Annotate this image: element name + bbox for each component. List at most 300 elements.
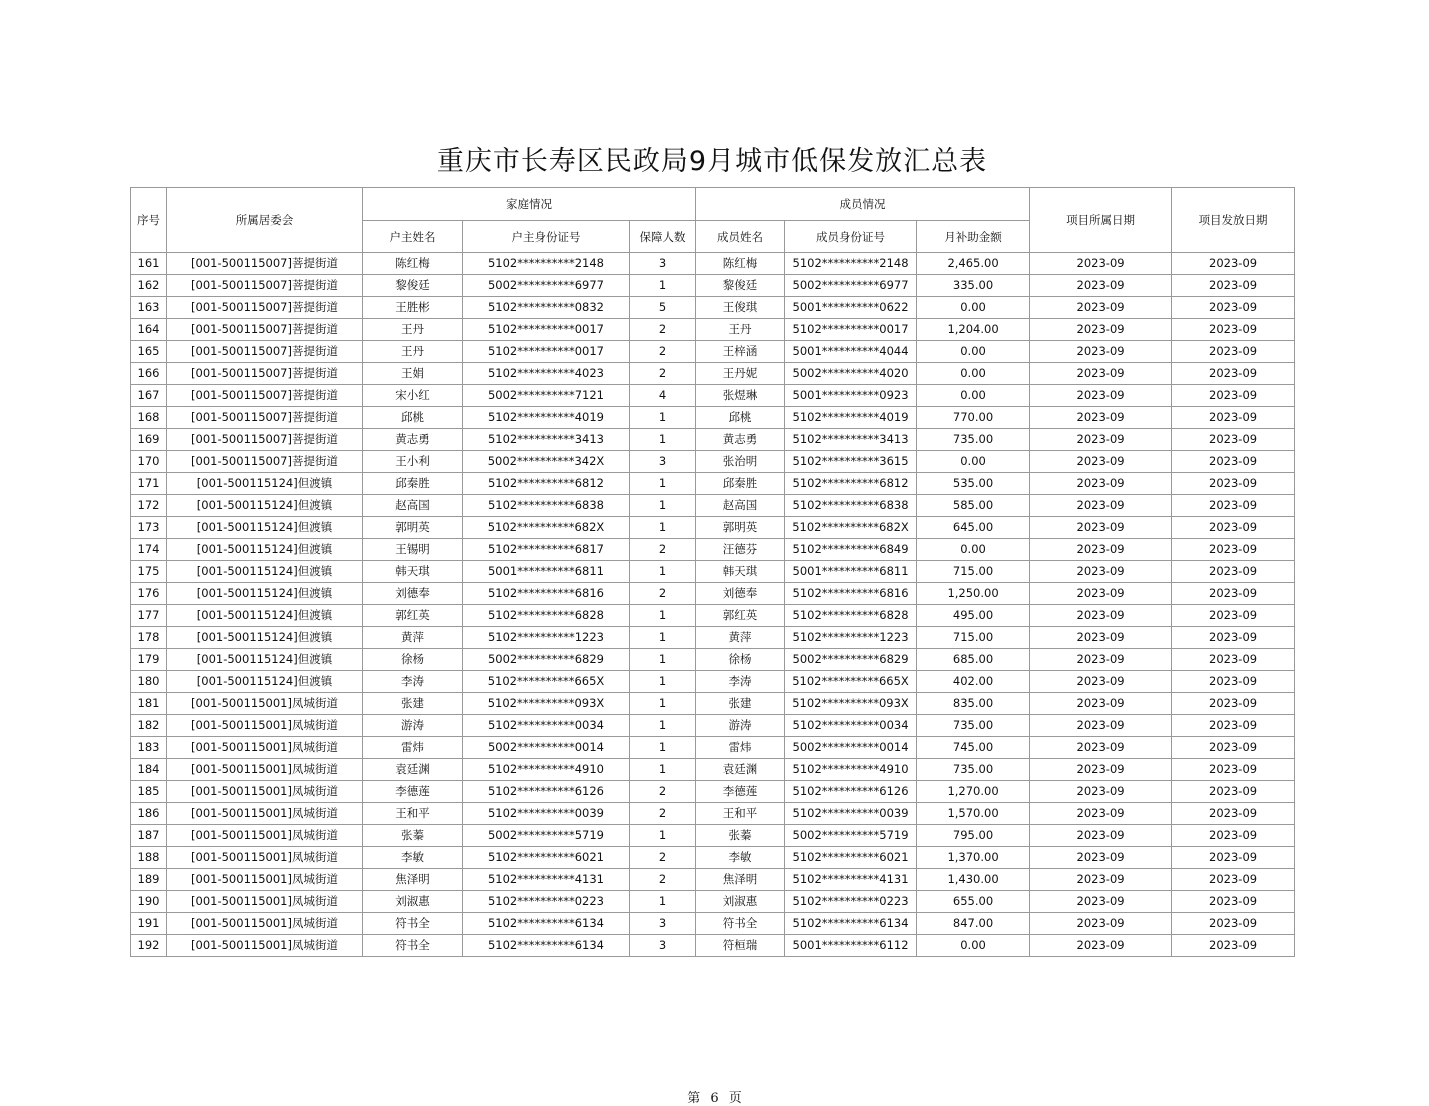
cell-project-date: 2023-09 bbox=[1030, 385, 1172, 407]
table-row bbox=[131, 319, 1295, 341]
cell-project-date: 2023-09 bbox=[1030, 715, 1172, 737]
cell-subsidy: 0.00 bbox=[917, 539, 1030, 561]
cell-committee: [001-500115001]凤城街道 bbox=[167, 913, 363, 935]
cell-member-id: 5102**********6134 bbox=[785, 913, 917, 935]
page-number: 6 bbox=[710, 1091, 719, 1106]
cell-member-name: 赵高国 bbox=[696, 495, 785, 517]
cell-committee: [001-500115001]凤城街道 bbox=[167, 715, 363, 737]
cell-project-date: 2023-09 bbox=[1030, 627, 1172, 649]
cell-head-id: 5102**********6126 bbox=[463, 781, 630, 803]
cell-member-id: 5102**********6838 bbox=[785, 495, 917, 517]
cell-member-name: 邱秦胜 bbox=[696, 473, 785, 495]
cell-issue-date: 2023-09 bbox=[1172, 253, 1295, 275]
cell-head-name: 王丹 bbox=[363, 319, 463, 341]
cell-head-id: 5102**********6816 bbox=[463, 583, 630, 605]
cell-head-name: 郭红英 bbox=[363, 605, 463, 627]
cell-issue-date: 2023-09 bbox=[1172, 539, 1295, 561]
cell-head-name: 符书全 bbox=[363, 935, 463, 957]
cell-seq: 183 bbox=[131, 737, 167, 759]
cell-head-name: 黄萍 bbox=[363, 627, 463, 649]
cell-covered: 1 bbox=[630, 473, 696, 495]
cell-seq: 179 bbox=[131, 649, 167, 671]
header-member-id: 成员身份证号 bbox=[785, 221, 917, 253]
cell-covered: 3 bbox=[630, 451, 696, 473]
cell-issue-date: 2023-09 bbox=[1172, 781, 1295, 803]
table-row bbox=[131, 693, 1295, 715]
cell-subsidy: 0.00 bbox=[917, 451, 1030, 473]
cell-covered: 1 bbox=[630, 649, 696, 671]
cell-member-name: 张蓁 bbox=[696, 825, 785, 847]
cell-member-id: 5102**********4019 bbox=[785, 407, 917, 429]
header-project-date: 项目所属日期 bbox=[1030, 188, 1172, 253]
cell-head-name: 王娟 bbox=[363, 363, 463, 385]
cell-committee: [001-500115124]但渡镇 bbox=[167, 649, 363, 671]
cell-project-date: 2023-09 bbox=[1030, 407, 1172, 429]
cell-project-date: 2023-09 bbox=[1030, 825, 1172, 847]
header-issue-date: 项目发放日期 bbox=[1172, 188, 1295, 253]
cell-member-id: 5102**********0223 bbox=[785, 891, 917, 913]
cell-issue-date: 2023-09 bbox=[1172, 605, 1295, 627]
cell-project-date: 2023-09 bbox=[1030, 759, 1172, 781]
cell-member-id: 5102**********0017 bbox=[785, 319, 917, 341]
cell-seq: 181 bbox=[131, 693, 167, 715]
cell-member-id: 5002**********6829 bbox=[785, 649, 917, 671]
cell-head-id: 5001**********6811 bbox=[463, 561, 630, 583]
cell-head-id: 5102**********0039 bbox=[463, 803, 630, 825]
table-row bbox=[131, 495, 1295, 517]
cell-seq: 171 bbox=[131, 473, 167, 495]
cell-head-name: 王锡明 bbox=[363, 539, 463, 561]
cell-issue-date: 2023-09 bbox=[1172, 407, 1295, 429]
cell-subsidy: 1,570.00 bbox=[917, 803, 1030, 825]
cell-covered: 1 bbox=[630, 715, 696, 737]
cell-head-name: 邱秦胜 bbox=[363, 473, 463, 495]
cell-project-date: 2023-09 bbox=[1030, 451, 1172, 473]
cell-issue-date: 2023-09 bbox=[1172, 935, 1295, 957]
cell-head-name: 黎俊廷 bbox=[363, 275, 463, 297]
subsidy-table bbox=[130, 187, 1295, 957]
table-row bbox=[131, 473, 1295, 495]
cell-issue-date: 2023-09 bbox=[1172, 671, 1295, 693]
cell-issue-date: 2023-09 bbox=[1172, 473, 1295, 495]
cell-head-name: 王小利 bbox=[363, 451, 463, 473]
table-row bbox=[131, 935, 1295, 957]
cell-issue-date: 2023-09 bbox=[1172, 737, 1295, 759]
cell-committee: [001-500115007]菩提街道 bbox=[167, 429, 363, 451]
cell-project-date: 2023-09 bbox=[1030, 847, 1172, 869]
cell-covered: 1 bbox=[630, 561, 696, 583]
cell-member-name: 雷炜 bbox=[696, 737, 785, 759]
cell-member-id: 5102**********4910 bbox=[785, 759, 917, 781]
cell-subsidy: 655.00 bbox=[917, 891, 1030, 913]
cell-project-date: 2023-09 bbox=[1030, 737, 1172, 759]
cell-issue-date: 2023-09 bbox=[1172, 759, 1295, 781]
cell-seq: 163 bbox=[131, 297, 167, 319]
cell-project-date: 2023-09 bbox=[1030, 539, 1172, 561]
cell-member-id: 5002**********6977 bbox=[785, 275, 917, 297]
cell-subsidy: 2,465.00 bbox=[917, 253, 1030, 275]
cell-head-name: 邱桃 bbox=[363, 407, 463, 429]
cell-member-id: 5001**********4044 bbox=[785, 341, 917, 363]
cell-head-name: 李德莲 bbox=[363, 781, 463, 803]
cell-committee: [001-500115124]但渡镇 bbox=[167, 473, 363, 495]
cell-issue-date: 2023-09 bbox=[1172, 891, 1295, 913]
cell-subsidy: 1,270.00 bbox=[917, 781, 1030, 803]
cell-issue-date: 2023-09 bbox=[1172, 649, 1295, 671]
cell-project-date: 2023-09 bbox=[1030, 803, 1172, 825]
cell-subsidy: 1,250.00 bbox=[917, 583, 1030, 605]
cell-subsidy: 847.00 bbox=[917, 913, 1030, 935]
cell-member-name: 陈红梅 bbox=[696, 253, 785, 275]
cell-member-name: 张建 bbox=[696, 693, 785, 715]
cell-head-name: 徐杨 bbox=[363, 649, 463, 671]
table-row bbox=[131, 451, 1295, 473]
cell-subsidy: 0.00 bbox=[917, 297, 1030, 319]
cell-member-id: 5102**********6021 bbox=[785, 847, 917, 869]
cell-committee: [001-500115001]凤城街道 bbox=[167, 869, 363, 891]
cell-issue-date: 2023-09 bbox=[1172, 275, 1295, 297]
cell-subsidy: 0.00 bbox=[917, 363, 1030, 385]
table-row bbox=[131, 913, 1295, 935]
cell-member-id: 5102**********6126 bbox=[785, 781, 917, 803]
table-row bbox=[131, 297, 1295, 319]
cell-issue-date: 2023-09 bbox=[1172, 825, 1295, 847]
cell-seq: 184 bbox=[131, 759, 167, 781]
table-row bbox=[131, 737, 1295, 759]
cell-issue-date: 2023-09 bbox=[1172, 869, 1295, 891]
cell-member-name: 焦泽明 bbox=[696, 869, 785, 891]
cell-committee: [001-500115007]菩提街道 bbox=[167, 385, 363, 407]
cell-committee: [001-500115007]菩提街道 bbox=[167, 341, 363, 363]
cell-covered: 1 bbox=[630, 627, 696, 649]
cell-issue-date: 2023-09 bbox=[1172, 715, 1295, 737]
cell-project-date: 2023-09 bbox=[1030, 891, 1172, 913]
table-row bbox=[131, 539, 1295, 561]
cell-committee: [001-500115124]但渡镇 bbox=[167, 583, 363, 605]
cell-head-id: 5102**********6021 bbox=[463, 847, 630, 869]
footer-suffix: 页 bbox=[728, 1091, 742, 1106]
header-committee: 所属居委会 bbox=[167, 188, 363, 253]
cell-head-id: 5102**********6838 bbox=[463, 495, 630, 517]
cell-head-name: 王丹 bbox=[363, 341, 463, 363]
cell-subsidy: 745.00 bbox=[917, 737, 1030, 759]
cell-member-id: 5002**********5719 bbox=[785, 825, 917, 847]
table-row bbox=[131, 781, 1295, 803]
cell-covered: 1 bbox=[630, 407, 696, 429]
cell-covered: 1 bbox=[630, 737, 696, 759]
cell-head-name: 袁廷渊 bbox=[363, 759, 463, 781]
cell-issue-date: 2023-09 bbox=[1172, 297, 1295, 319]
cell-issue-date: 2023-09 bbox=[1172, 517, 1295, 539]
cell-member-name: 张治明 bbox=[696, 451, 785, 473]
cell-seq: 169 bbox=[131, 429, 167, 451]
cell-member-name: 郭红英 bbox=[696, 605, 785, 627]
cell-seq: 178 bbox=[131, 627, 167, 649]
cell-covered: 1 bbox=[630, 605, 696, 627]
table-row bbox=[131, 847, 1295, 869]
cell-seq: 182 bbox=[131, 715, 167, 737]
footer-prefix: 第 bbox=[687, 1091, 701, 1106]
cell-member-name: 汪德芬 bbox=[696, 539, 785, 561]
cell-member-name: 张煜琳 bbox=[696, 385, 785, 407]
cell-member-name: 邱桃 bbox=[696, 407, 785, 429]
cell-project-date: 2023-09 bbox=[1030, 561, 1172, 583]
cell-head-id: 5102**********4019 bbox=[463, 407, 630, 429]
cell-committee: [001-500115001]凤城街道 bbox=[167, 825, 363, 847]
cell-seq: 192 bbox=[131, 935, 167, 957]
cell-subsidy: 735.00 bbox=[917, 759, 1030, 781]
cell-issue-date: 2023-09 bbox=[1172, 451, 1295, 473]
cell-covered: 1 bbox=[630, 517, 696, 539]
cell-project-date: 2023-09 bbox=[1030, 341, 1172, 363]
table-row bbox=[131, 671, 1295, 693]
cell-member-name: 黎俊廷 bbox=[696, 275, 785, 297]
cell-seq: 191 bbox=[131, 913, 167, 935]
cell-member-id: 5001**********0622 bbox=[785, 297, 917, 319]
cell-member-name: 刘德奉 bbox=[696, 583, 785, 605]
cell-head-id: 5102**********665X bbox=[463, 671, 630, 693]
table-row bbox=[131, 605, 1295, 627]
cell-head-name: 焦泽明 bbox=[363, 869, 463, 891]
cell-head-name: 张建 bbox=[363, 693, 463, 715]
cell-seq: 185 bbox=[131, 781, 167, 803]
cell-member-name: 游涛 bbox=[696, 715, 785, 737]
cell-covered: 3 bbox=[630, 935, 696, 957]
cell-subsidy: 1,204.00 bbox=[917, 319, 1030, 341]
cell-covered: 1 bbox=[630, 693, 696, 715]
cell-seq: 172 bbox=[131, 495, 167, 517]
header-head-name: 户主姓名 bbox=[363, 221, 463, 253]
table-row bbox=[131, 517, 1295, 539]
cell-head-name: 王和平 bbox=[363, 803, 463, 825]
cell-head-name: 黄志勇 bbox=[363, 429, 463, 451]
cell-subsidy: 735.00 bbox=[917, 715, 1030, 737]
cell-project-date: 2023-09 bbox=[1030, 869, 1172, 891]
cell-committee: [001-500115124]但渡镇 bbox=[167, 627, 363, 649]
cell-member-name: 郭明英 bbox=[696, 517, 785, 539]
cell-member-name: 韩天琪 bbox=[696, 561, 785, 583]
cell-seq: 187 bbox=[131, 825, 167, 847]
cell-subsidy: 735.00 bbox=[917, 429, 1030, 451]
cell-member-name: 李敏 bbox=[696, 847, 785, 869]
header-family-group: 家庭情况 bbox=[363, 188, 696, 221]
table-row bbox=[131, 385, 1295, 407]
cell-member-id: 5102**********3413 bbox=[785, 429, 917, 451]
cell-head-id: 5102**********6134 bbox=[463, 913, 630, 935]
header-seq: 序号 bbox=[131, 188, 167, 253]
cell-member-name: 徐杨 bbox=[696, 649, 785, 671]
cell-member-id: 5102**********682X bbox=[785, 517, 917, 539]
cell-issue-date: 2023-09 bbox=[1172, 561, 1295, 583]
cell-member-id: 5102**********6849 bbox=[785, 539, 917, 561]
cell-seq: 177 bbox=[131, 605, 167, 627]
cell-head-id: 5102**********0832 bbox=[463, 297, 630, 319]
cell-issue-date: 2023-09 bbox=[1172, 913, 1295, 935]
cell-seq: 176 bbox=[131, 583, 167, 605]
cell-covered: 5 bbox=[630, 297, 696, 319]
cell-head-id: 5102**********682X bbox=[463, 517, 630, 539]
cell-seq: 168 bbox=[131, 407, 167, 429]
cell-seq: 180 bbox=[131, 671, 167, 693]
cell-head-name: 郭明英 bbox=[363, 517, 463, 539]
cell-committee: [001-500115124]但渡镇 bbox=[167, 539, 363, 561]
cell-committee: [001-500115124]但渡镇 bbox=[167, 671, 363, 693]
cell-subsidy: 585.00 bbox=[917, 495, 1030, 517]
cell-subsidy: 645.00 bbox=[917, 517, 1030, 539]
cell-committee: [001-500115124]但渡镇 bbox=[167, 517, 363, 539]
cell-issue-date: 2023-09 bbox=[1172, 429, 1295, 451]
cell-committee: [001-500115124]但渡镇 bbox=[167, 561, 363, 583]
cell-seq: 170 bbox=[131, 451, 167, 473]
cell-project-date: 2023-09 bbox=[1030, 935, 1172, 957]
cell-head-id: 5102**********6817 bbox=[463, 539, 630, 561]
cell-committee: [001-500115001]凤城街道 bbox=[167, 693, 363, 715]
cell-member-name: 王丹 bbox=[696, 319, 785, 341]
cell-head-name: 陈红梅 bbox=[363, 253, 463, 275]
cell-head-name: 韩天琪 bbox=[363, 561, 463, 583]
cell-issue-date: 2023-09 bbox=[1172, 385, 1295, 407]
cell-subsidy: 535.00 bbox=[917, 473, 1030, 495]
cell-covered: 1 bbox=[630, 825, 696, 847]
cell-committee: [001-500115007]菩提街道 bbox=[167, 407, 363, 429]
cell-head-name: 雷炜 bbox=[363, 737, 463, 759]
cell-head-name: 王胜彬 bbox=[363, 297, 463, 319]
cell-head-id: 5002**********0014 bbox=[463, 737, 630, 759]
cell-covered: 2 bbox=[630, 583, 696, 605]
cell-seq: 164 bbox=[131, 319, 167, 341]
cell-subsidy: 0.00 bbox=[917, 341, 1030, 363]
cell-seq: 190 bbox=[131, 891, 167, 913]
cell-committee: [001-500115001]凤城街道 bbox=[167, 737, 363, 759]
cell-subsidy: 0.00 bbox=[917, 385, 1030, 407]
cell-subsidy: 685.00 bbox=[917, 649, 1030, 671]
header-subsidy: 月补助金额 bbox=[917, 221, 1030, 253]
cell-committee: [001-500115124]但渡镇 bbox=[167, 605, 363, 627]
cell-project-date: 2023-09 bbox=[1030, 693, 1172, 715]
cell-issue-date: 2023-09 bbox=[1172, 627, 1295, 649]
cell-committee: [001-500115001]凤城街道 bbox=[167, 781, 363, 803]
cell-member-id: 5102**********093X bbox=[785, 693, 917, 715]
cell-member-name: 李涛 bbox=[696, 671, 785, 693]
table-row bbox=[131, 363, 1295, 385]
cell-project-date: 2023-09 bbox=[1030, 495, 1172, 517]
cell-head-name: 符书全 bbox=[363, 913, 463, 935]
cell-head-id: 5102**********4131 bbox=[463, 869, 630, 891]
cell-covered: 4 bbox=[630, 385, 696, 407]
cell-subsidy: 495.00 bbox=[917, 605, 1030, 627]
cell-subsidy: 335.00 bbox=[917, 275, 1030, 297]
header-member-name: 成员姓名 bbox=[696, 221, 785, 253]
cell-committee: [001-500115001]凤城街道 bbox=[167, 759, 363, 781]
cell-head-id: 5002**********5719 bbox=[463, 825, 630, 847]
cell-member-id: 5001**********0923 bbox=[785, 385, 917, 407]
table-row bbox=[131, 803, 1295, 825]
cell-member-id: 5102**********0039 bbox=[785, 803, 917, 825]
cell-covered: 1 bbox=[630, 495, 696, 517]
cell-seq: 166 bbox=[131, 363, 167, 385]
cell-issue-date: 2023-09 bbox=[1172, 803, 1295, 825]
cell-member-name: 王俊琪 bbox=[696, 297, 785, 319]
table-row bbox=[131, 627, 1295, 649]
cell-project-date: 2023-09 bbox=[1030, 649, 1172, 671]
cell-covered: 2 bbox=[630, 869, 696, 891]
cell-head-id: 5102**********1223 bbox=[463, 627, 630, 649]
cell-member-name: 黄志勇 bbox=[696, 429, 785, 451]
cell-covered: 2 bbox=[630, 319, 696, 341]
cell-project-date: 2023-09 bbox=[1030, 275, 1172, 297]
cell-member-id: 5001**********6112 bbox=[785, 935, 917, 957]
cell-covered: 1 bbox=[630, 671, 696, 693]
cell-seq: 175 bbox=[131, 561, 167, 583]
cell-committee: [001-500115007]菩提街道 bbox=[167, 297, 363, 319]
cell-covered: 2 bbox=[630, 363, 696, 385]
cell-issue-date: 2023-09 bbox=[1172, 693, 1295, 715]
cell-project-date: 2023-09 bbox=[1030, 913, 1172, 935]
cell-head-id: 5002**********6977 bbox=[463, 275, 630, 297]
cell-seq: 173 bbox=[131, 517, 167, 539]
cell-head-id: 5102**********4910 bbox=[463, 759, 630, 781]
cell-project-date: 2023-09 bbox=[1030, 319, 1172, 341]
cell-member-id: 5102**********1223 bbox=[785, 627, 917, 649]
cell-committee: [001-500115124]但渡镇 bbox=[167, 495, 363, 517]
cell-issue-date: 2023-09 bbox=[1172, 495, 1295, 517]
cell-covered: 2 bbox=[630, 781, 696, 803]
table-body bbox=[131, 253, 1295, 957]
cell-head-id: 5002**********342X bbox=[463, 451, 630, 473]
cell-covered: 2 bbox=[630, 803, 696, 825]
cell-head-id: 5102**********093X bbox=[463, 693, 630, 715]
cell-head-id: 5102**********6812 bbox=[463, 473, 630, 495]
table-row bbox=[131, 275, 1295, 297]
cell-member-id: 5102**********6828 bbox=[785, 605, 917, 627]
cell-committee: [001-500115001]凤城街道 bbox=[167, 935, 363, 957]
cell-seq: 161 bbox=[131, 253, 167, 275]
cell-seq: 167 bbox=[131, 385, 167, 407]
table-row bbox=[131, 759, 1295, 781]
table-row bbox=[131, 429, 1295, 451]
cell-project-date: 2023-09 bbox=[1030, 605, 1172, 627]
cell-issue-date: 2023-09 bbox=[1172, 847, 1295, 869]
cell-project-date: 2023-09 bbox=[1030, 583, 1172, 605]
cell-head-id: 5102**********2148 bbox=[463, 253, 630, 275]
cell-member-id: 5102**********6812 bbox=[785, 473, 917, 495]
cell-subsidy: 402.00 bbox=[917, 671, 1030, 693]
cell-head-name: 赵高国 bbox=[363, 495, 463, 517]
table-row bbox=[131, 649, 1295, 671]
table-row bbox=[131, 341, 1295, 363]
table-row bbox=[131, 561, 1295, 583]
page-title: 重庆市长寿区民政局9月城市低保发放汇总表 bbox=[436, 146, 988, 177]
cell-head-name: 刘淑惠 bbox=[363, 891, 463, 913]
cell-subsidy: 1,430.00 bbox=[917, 869, 1030, 891]
cell-project-date: 2023-09 bbox=[1030, 429, 1172, 451]
cell-project-date: 2023-09 bbox=[1030, 781, 1172, 803]
cell-seq: 165 bbox=[131, 341, 167, 363]
cell-subsidy: 835.00 bbox=[917, 693, 1030, 715]
header-member-group: 成员情况 bbox=[696, 188, 1030, 221]
cell-subsidy: 715.00 bbox=[917, 561, 1030, 583]
cell-project-date: 2023-09 bbox=[1030, 297, 1172, 319]
cell-subsidy: 1,370.00 bbox=[917, 847, 1030, 869]
cell-seq: 162 bbox=[131, 275, 167, 297]
cell-head-id: 5002**********6829 bbox=[463, 649, 630, 671]
cell-covered: 1 bbox=[630, 429, 696, 451]
cell-issue-date: 2023-09 bbox=[1172, 341, 1295, 363]
cell-covered: 2 bbox=[630, 341, 696, 363]
table-row bbox=[131, 583, 1295, 605]
cell-member-name: 符桓瑞 bbox=[696, 935, 785, 957]
cell-committee: [001-500115007]菩提街道 bbox=[167, 253, 363, 275]
